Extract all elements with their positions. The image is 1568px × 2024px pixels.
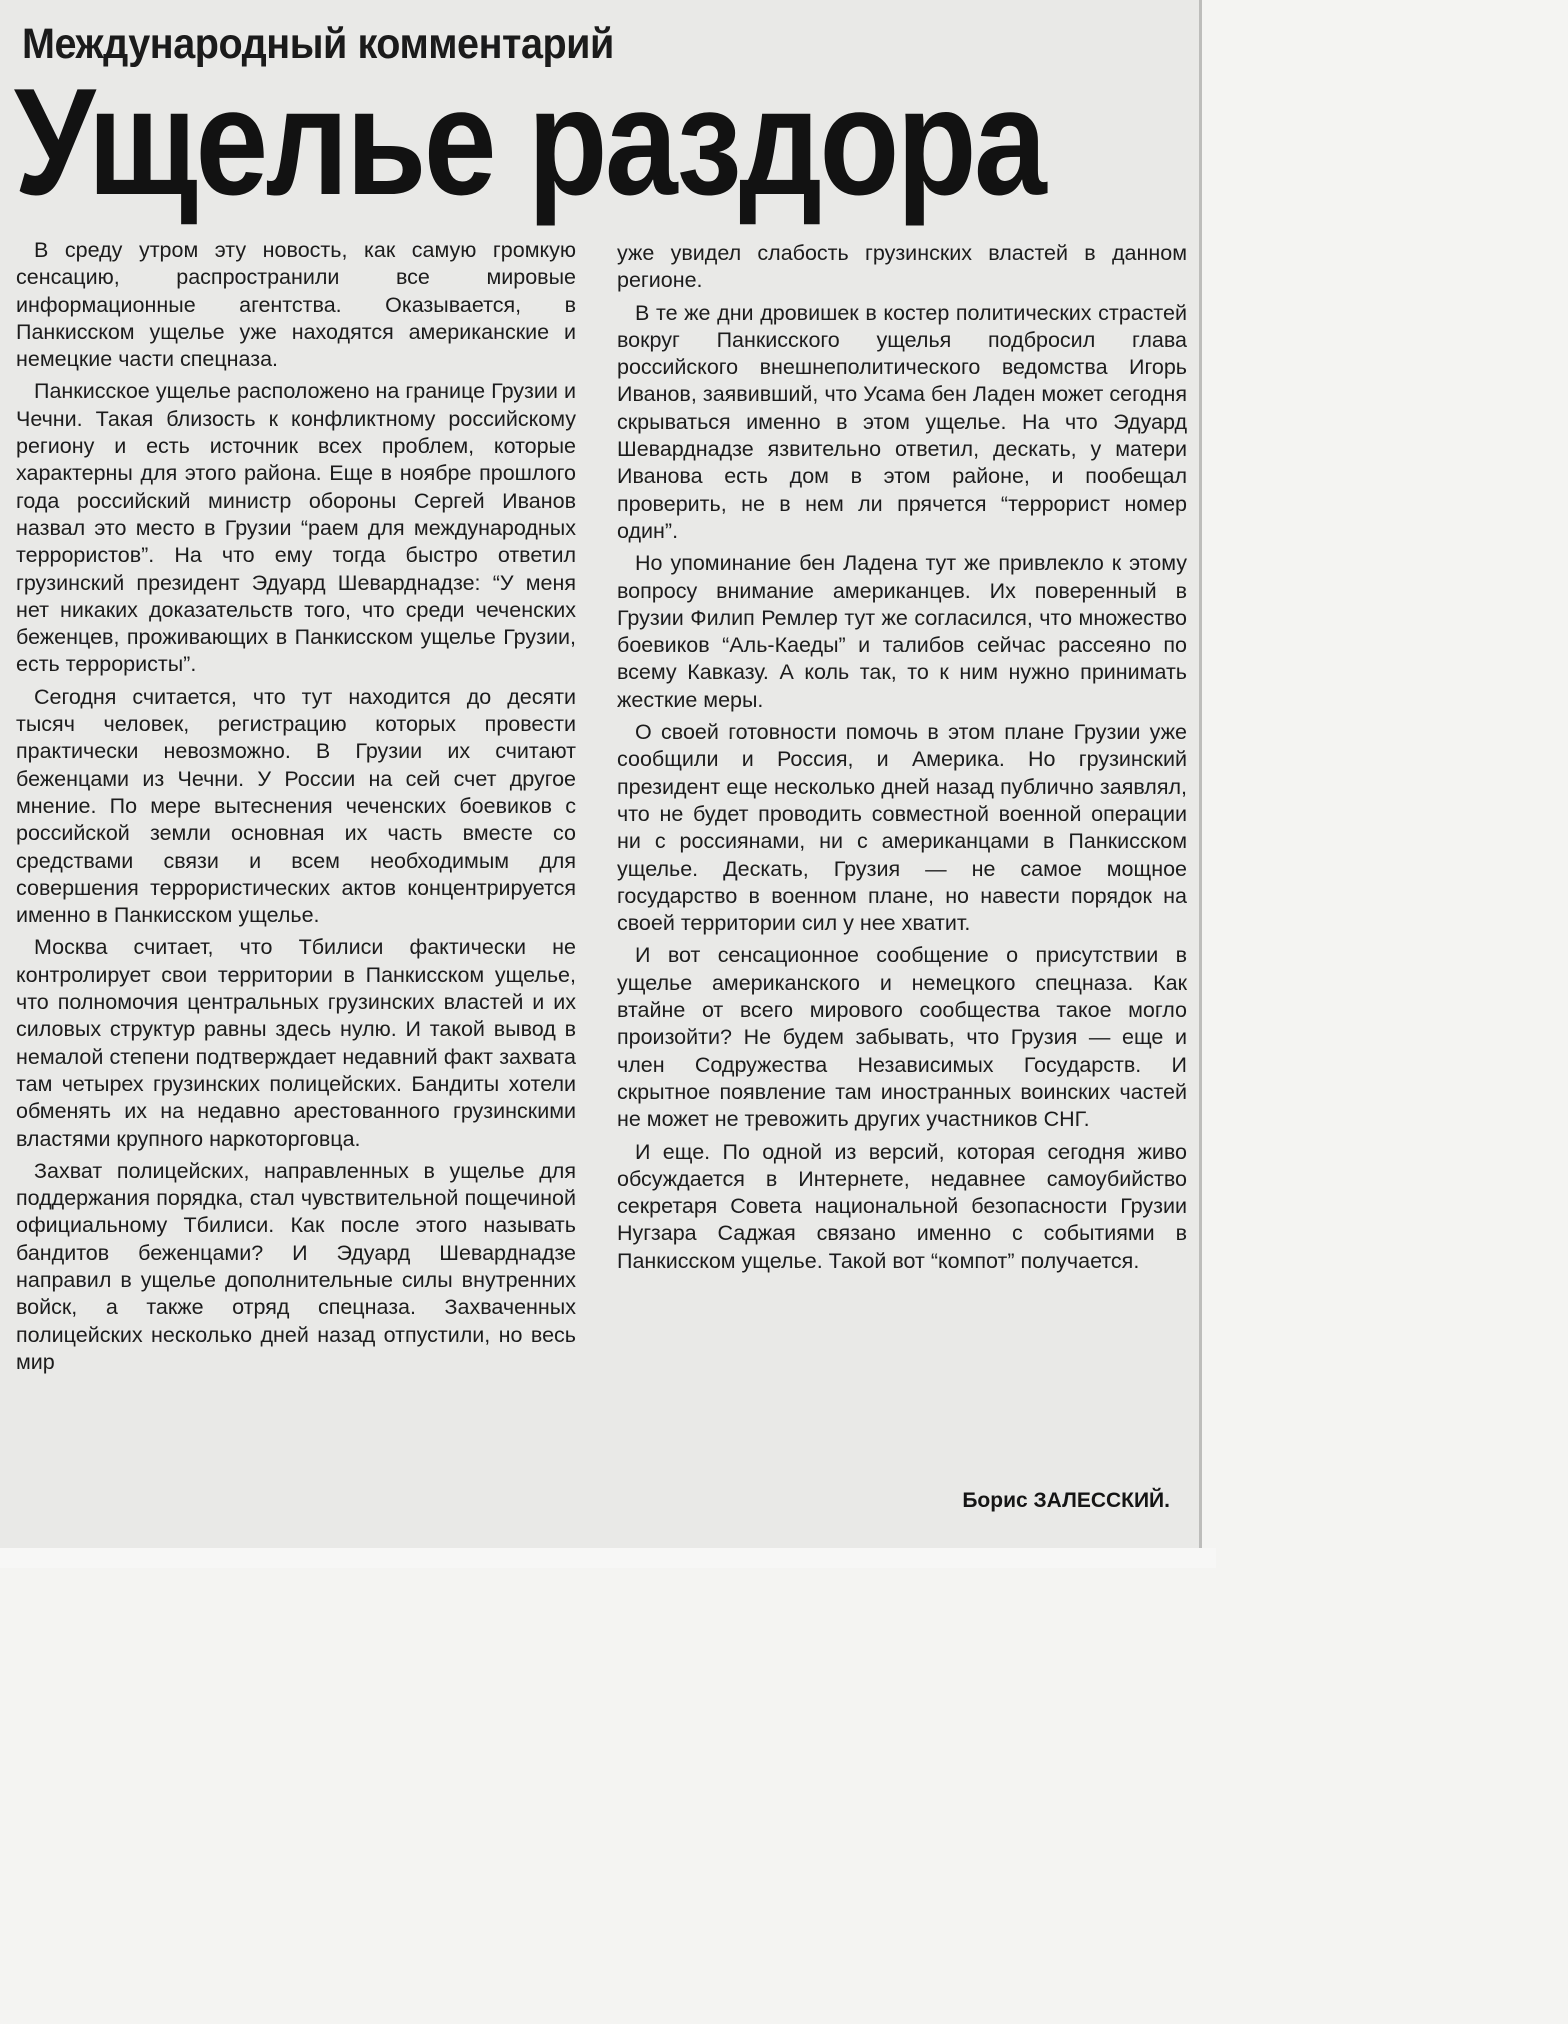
paragraph: В те же дни дровишек в костер политических страстей вокруг Панкисского ущелья подбросил глава российского внешнеполитического ведомства Игорь Иванов, заявивший, что Усама бен Ладен может сегодня скрываться именно в этом ущелье. На что Эдуард Шеварднадзе язвительно ответил, дескать, у матери Иванова есть дом в этом районе, и пообещал проверить, не в нем ли прячется “террорист номер один”.	[617, 300, 1187, 543]
article-column-right	[617, 240, 1187, 1280]
paragraph: И вот сенсационное сообщение о присутствии в ущелье американского и немецкого спецназа. Как втайне от всего мирового сообщества такое могло произойти? Не будем забывать, что Грузия — еще и член Содружества Независимых Государств. И скрытное появление там иностранных воинских частей не может не тревожить других участников СНГ.	[617, 943, 1187, 1132]
paragraph: Панкисское ущелье расположено на границе Грузии и Чечни. Такая близость к конфликтному российскому региону и есть источник всех проблем, которые характерны для этого района. Еще в ноябре прошлого года российский министр обороны Сергей Иванов назвал это место в Грузии “раем для международных террористов”. На что ему тогда быстро ответил грузинский президент Эдуард Шеварднадзе: “У меня нет никаких доказательств того, что среди чеченских беженцев, проживающих в Панкисском ущелье Грузии, есть террористы”.	[16, 379, 576, 677]
column-divider	[597, 240, 598, 1530]
article-column-left	[16, 237, 576, 1381]
paragraph: В среду утром эту новость, как самую громкую сенсацию, распространили все мировые информационные агентства. Оказывается, в Панкисском ущелье уже находятся американские и немецкие части спецназа.	[16, 238, 576, 372]
paragraph: Сегодня считается, что тут находится до десяти тысяч человек, регистрацию которых провести практически невозможно. В Грузии их считают беженцами из Чечни. У России на сей счет другое мнение. По мере вытеснения чеченских боевиков с российской земли основная их часть вместе со средствами связи и всем необходимым для совершения террористических актов концентрируется именно в Панкисском ущелье.	[16, 684, 576, 928]
paragraph-continued: уже увидел слабость грузинских властей в данном регионе.	[617, 241, 1187, 293]
rubric-title: Международный комментарий	[22, 20, 614, 68]
paragraph: Захват полицейских, направленных в ущелье для поддержания порядка, стал чувствительной пощечиной официальному Тбилиси. Как после этого называть бандитов беженцами? И Эдуард Шеварднадзе направил в ущелье дополнительные силы внутренних войск, а также отряд спецназа. Захваченных полицейских несколько дней назад отпустили, но весь мир	[16, 1158, 576, 1374]
paragraph: Москва считает, что Тбилиси фактически не контролирует свои территории в Панкисском ущелье, что полномочия центральных грузинских властей и их силовых структур равны здесь нулю. И такой вывод в немалой степени подтверждает недавний факт захвата там четырех грузинских полицейских. Бандиты хотели обменять их на недавно арестованного грузинскими властями крупного наркоторговца.	[16, 935, 576, 1151]
paragraph: Но упоминание бен Ладена тут же привлекло к этому вопросу внимание американцев. Их поверенный в Грузии Филип Ремлер тут же согласился, что множество боевиков “Аль-Каеды” и талибов сейчас рассеяно по всему Кавказу. А коль так, то к ним нужно принимать жесткие меры.	[617, 551, 1187, 712]
paragraph: И еще. По одной из версий, которая сегодня живо обсуждается в Интернете, недавнее самоубийство секретаря Совета национальной безопасности Грузии Нугзара Саджая связано именно с событиями в Панкисском ущелье. Такой вот “компот” получается.	[617, 1139, 1187, 1273]
author-byline: Борис ЗАЛЕССКИЙ.	[962, 1489, 1170, 1512]
scan-margin	[0, 1548, 1216, 1568]
paragraph: О своей готовности помочь в этом плане Грузии уже сообщили и Россия, и Америка. Но грузинский президент еще несколько дней назад публично заявлял, что не будет проводить совместной военной операции ни с россиянами, ни с американцами в Панкисском ущелье. Дескать, Грузия — не самое мощное государство в военном плане, но навести порядок на своей территории сил у нее хватит.	[617, 720, 1187, 936]
article-headline: Ущелье раздора	[14, 57, 1045, 227]
